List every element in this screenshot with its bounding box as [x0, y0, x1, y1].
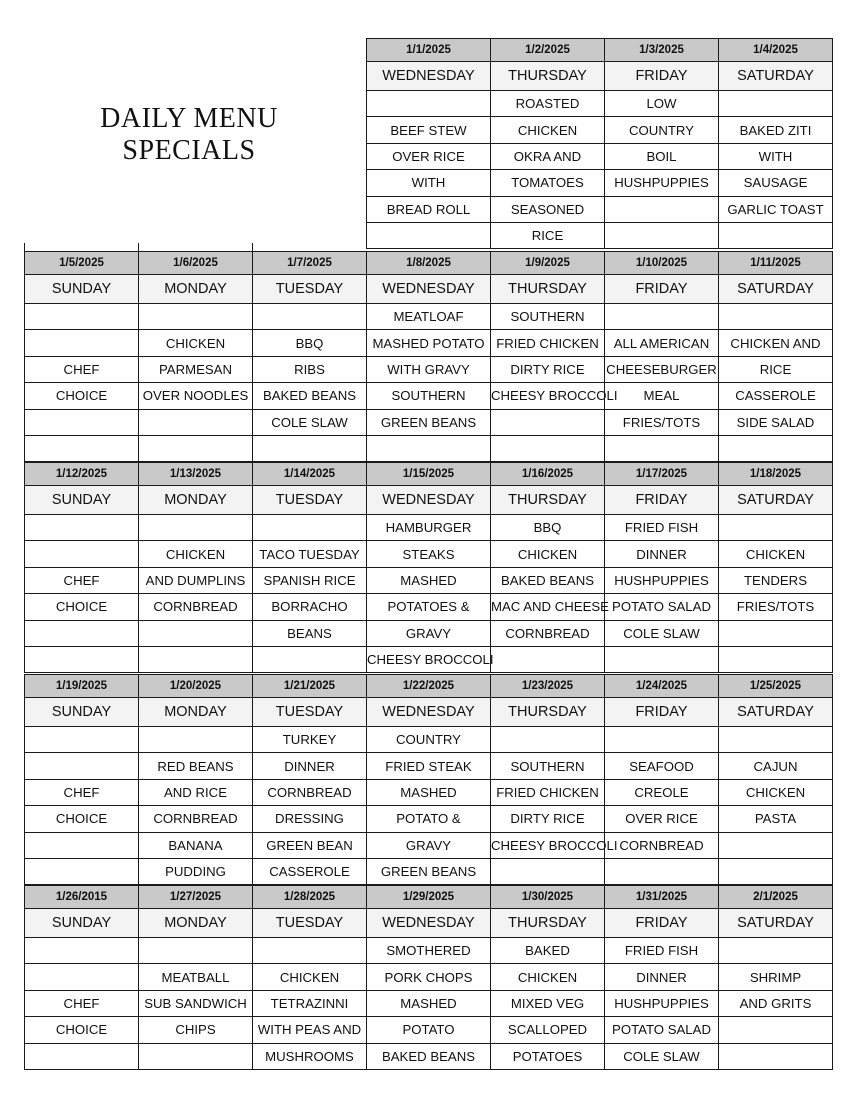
menu-item-cell — [253, 304, 367, 330]
menu-item-cell — [25, 938, 139, 964]
date-cell: 1/9/2025 — [491, 252, 605, 275]
date-cell: 1/29/2025 — [367, 886, 491, 909]
menu-item-cell: GRAVY — [367, 832, 491, 858]
menu-item-cell: TENDERS — [719, 567, 833, 593]
date-cell: 1/20/2025 — [139, 675, 253, 698]
weekday-cell: WEDNESDAY — [367, 62, 491, 91]
menu-row — [25, 409, 833, 435]
menu-item-cell: POTATO & — [367, 806, 491, 832]
week-1-table — [366, 38, 833, 249]
menu-item-cell: DINNER — [605, 541, 719, 567]
menu-row — [25, 938, 833, 964]
menu-item-cell — [25, 330, 139, 356]
menu-item-cell: CHICKEN — [719, 779, 833, 805]
menu-item-cell: RICE — [719, 356, 833, 382]
week-2-table — [24, 251, 833, 462]
menu-item-cell — [367, 91, 491, 117]
menu-item-cell: FRIED CHICKEN — [491, 330, 605, 356]
menu-row — [25, 1017, 833, 1043]
menu-item-cell — [719, 938, 833, 964]
menu-item-cell: SIDE SALAD — [719, 409, 833, 435]
weekday-cell: THURSDAY — [491, 62, 605, 91]
menu-item-cell: DIRTY RICE — [491, 806, 605, 832]
menu-item-cell: FRIES/TOTS — [719, 594, 833, 620]
menu-item-cell: SHRIMP — [719, 964, 833, 990]
column-divider — [138, 243, 139, 251]
menu-row — [25, 1043, 833, 1069]
menu-item-cell — [367, 435, 491, 461]
menu-item-cell: BAKED BEANS — [253, 383, 367, 409]
menu-item-cell: CREOLE — [605, 779, 719, 805]
menu-row — [25, 727, 833, 753]
weekday-cell: SUNDAY — [25, 698, 139, 727]
menu-item-cell: MASHED — [367, 779, 491, 805]
menu-row — [25, 806, 833, 832]
menu-item-cell — [139, 646, 253, 672]
menu-item-cell: HAMBURGER — [367, 515, 491, 541]
menu-item-cell — [719, 1043, 833, 1069]
menu-row — [367, 143, 833, 169]
date-cell: 1/30/2025 — [491, 886, 605, 909]
date-cell: 1/17/2025 — [605, 463, 719, 486]
date-cell: 1/26/2015 — [25, 886, 139, 909]
menu-item-cell: AND GRITS — [719, 990, 833, 1016]
date-cell: 1/8/2025 — [367, 252, 491, 275]
menu-item-cell: BEEF STEW — [367, 117, 491, 143]
menu-item-cell: TOMATOES — [491, 170, 605, 196]
weekday-cell: FRIDAY — [605, 62, 719, 91]
menu-item-cell — [25, 541, 139, 567]
weekday-cell: MONDAY — [139, 698, 253, 727]
date-row — [25, 252, 833, 275]
menu-item-cell — [139, 435, 253, 461]
menu-item-cell — [719, 646, 833, 672]
menu-item-cell: BOIL — [605, 143, 719, 169]
menu-item-cell — [25, 964, 139, 990]
menu-item-cell: COLE SLAW — [605, 620, 719, 646]
menu-item-cell — [719, 515, 833, 541]
weekday-cell: SATURDAY — [719, 275, 833, 304]
menu-row — [25, 594, 833, 620]
menu-item-cell — [605, 858, 719, 884]
title-line-1: DAILY MENU — [100, 103, 278, 134]
menu-item-cell: WITH — [367, 170, 491, 196]
menu-item-cell — [25, 646, 139, 672]
weekday-row — [25, 275, 833, 304]
menu-item-cell: MEATBALL — [139, 964, 253, 990]
date-cell: 1/25/2025 — [719, 675, 833, 698]
menu-item-cell: CHEF — [25, 779, 139, 805]
menu-item-cell: RED BEANS — [139, 753, 253, 779]
week-3-table — [24, 462, 833, 673]
menu-item-cell: PUDDING — [139, 858, 253, 884]
menu-item-cell: CHEESY BROCCOLI — [367, 646, 491, 672]
menu-item-cell: BBQ — [253, 330, 367, 356]
menu-item-cell: SOUTHERN — [367, 383, 491, 409]
weekday-row — [25, 698, 833, 727]
column-divider — [252, 243, 253, 251]
menu-item-cell — [253, 938, 367, 964]
date-cell: 1/11/2025 — [719, 252, 833, 275]
date-row — [25, 675, 833, 698]
menu-item-cell: CASSEROLE — [719, 383, 833, 409]
page-title — [58, 103, 320, 167]
menu-item-cell — [25, 435, 139, 461]
menu-item-cell — [25, 727, 139, 753]
weekday-cell: WEDNESDAY — [367, 486, 491, 515]
menu-item-cell — [719, 727, 833, 753]
menu-row — [367, 170, 833, 196]
menu-item-cell: CHEESY BROCCOLI — [491, 832, 605, 858]
menu-item-cell: BAKED ZITI — [719, 117, 833, 143]
weekday-cell: FRIDAY — [605, 275, 719, 304]
menu-item-cell: SCALLOPED — [491, 1017, 605, 1043]
menu-item-cell: COUNTRY — [605, 117, 719, 143]
date-cell: 1/15/2025 — [367, 463, 491, 486]
menu-item-cell: MAC AND CHEESE — [491, 594, 605, 620]
menu-item-cell — [25, 1043, 139, 1069]
menu-item-cell: BAKED BEANS — [367, 1043, 491, 1069]
menu-item-cell: BANANA — [139, 832, 253, 858]
menu-item-cell: CHIPS — [139, 1017, 253, 1043]
menu-item-cell — [139, 304, 253, 330]
menu-row — [25, 990, 833, 1016]
menu-item-cell: DIRTY RICE — [491, 356, 605, 382]
menu-item-cell: WITH PEAS AND — [253, 1017, 367, 1043]
date-cell: 1/6/2025 — [139, 252, 253, 275]
menu-item-cell: ROASTED — [491, 91, 605, 117]
menu-row — [25, 435, 833, 461]
menu-item-cell: GARLIC TOAST — [719, 196, 833, 222]
menu-item-cell: BREAD ROLL — [367, 196, 491, 222]
menu-item-cell: SMOTHERED — [367, 938, 491, 964]
menu-item-cell — [25, 832, 139, 858]
menu-item-cell — [605, 222, 719, 248]
menu-item-cell — [719, 435, 833, 461]
date-cell: 1/21/2025 — [253, 675, 367, 698]
menu-item-cell: FRIES/TOTS — [605, 409, 719, 435]
menu-item-cell: CHOICE — [25, 594, 139, 620]
menu-item-cell: POTATO — [367, 1017, 491, 1043]
menu-item-cell: CHEF — [25, 567, 139, 593]
menu-item-cell: TETRAZINNI — [253, 990, 367, 1016]
menu-row — [25, 304, 833, 330]
menu-item-cell: POTATO SALAD — [605, 1017, 719, 1043]
weekday-cell: FRIDAY — [605, 486, 719, 515]
menu-item-cell: OVER RICE — [605, 806, 719, 832]
date-cell: 1/28/2025 — [253, 886, 367, 909]
menu-row — [25, 515, 833, 541]
menu-item-cell — [719, 858, 833, 884]
date-cell: 1/23/2025 — [491, 675, 605, 698]
weekday-cell: THURSDAY — [491, 486, 605, 515]
menu-item-cell: BEANS — [253, 620, 367, 646]
menu-item-cell — [719, 1017, 833, 1043]
weekday-cell: THURSDAY — [491, 909, 605, 938]
menu-item-cell — [605, 196, 719, 222]
date-cell: 1/14/2025 — [253, 463, 367, 486]
menu-row — [367, 117, 833, 143]
menu-item-cell: PARMESAN — [139, 356, 253, 382]
weekday-cell: MONDAY — [139, 275, 253, 304]
weekday-cell: MONDAY — [139, 909, 253, 938]
menu-item-cell — [491, 409, 605, 435]
weekday-cell: TUESDAY — [253, 909, 367, 938]
date-cell: 1/13/2025 — [139, 463, 253, 486]
menu-item-cell: FRIED FISH — [605, 938, 719, 964]
menu-item-cell — [605, 646, 719, 672]
menu-item-cell — [367, 222, 491, 248]
date-row — [25, 463, 833, 486]
menu-row — [25, 330, 833, 356]
week-5-table — [24, 885, 833, 1070]
date-cell: 1/4/2025 — [719, 39, 833, 62]
weekday-cell: TUESDAY — [253, 698, 367, 727]
menu-item-cell: GREEN BEANS — [367, 858, 491, 884]
menu-item-cell: CHEESY BROCCOLI — [491, 383, 605, 409]
menu-item-cell — [139, 620, 253, 646]
menu-item-cell: CASSEROLE — [253, 858, 367, 884]
menu-item-cell: RICE — [491, 222, 605, 248]
date-row — [367, 39, 833, 62]
weekday-row — [25, 486, 833, 515]
menu-item-cell — [25, 858, 139, 884]
weekday-cell: SATURDAY — [719, 909, 833, 938]
menu-item-cell: TURKEY — [253, 727, 367, 753]
menu-item-cell — [491, 646, 605, 672]
menu-item-cell — [491, 435, 605, 461]
menu-row — [25, 753, 833, 779]
date-cell: 1/18/2025 — [719, 463, 833, 486]
menu-item-cell: MASHED — [367, 990, 491, 1016]
menu-item-cell — [719, 620, 833, 646]
menu-item-cell: CHOICE — [25, 1017, 139, 1043]
menu-item-cell: CHICKEN — [491, 117, 605, 143]
menu-item-cell: CHEF — [25, 356, 139, 382]
menu-item-cell — [719, 222, 833, 248]
weekday-cell: WEDNESDAY — [367, 275, 491, 304]
menu-item-cell — [253, 435, 367, 461]
menu-row — [25, 858, 833, 884]
weekday-cell: FRIDAY — [605, 909, 719, 938]
menu-item-cell: WITH — [719, 143, 833, 169]
menu-item-cell: BAKED — [491, 938, 605, 964]
menu-item-cell: CORNBREAD — [253, 779, 367, 805]
menu-row — [367, 222, 833, 248]
menu-item-cell: HUSHPUPPIES — [605, 567, 719, 593]
menu-row — [25, 964, 833, 990]
menu-item-cell: SEAFOOD — [605, 753, 719, 779]
date-cell: 1/1/2025 — [367, 39, 491, 62]
column-divider — [24, 243, 25, 251]
menu-item-cell: FRIED CHICKEN — [491, 779, 605, 805]
menu-item-cell: POTATOES & — [367, 594, 491, 620]
date-cell: 1/22/2025 — [367, 675, 491, 698]
weekday-cell: TUESDAY — [253, 486, 367, 515]
weekday-row — [25, 909, 833, 938]
weekday-cell: SUNDAY — [25, 486, 139, 515]
menu-row — [25, 541, 833, 567]
menu-item-cell: PORK CHOPS — [367, 964, 491, 990]
date-cell: 1/10/2025 — [605, 252, 719, 275]
date-cell: 1/16/2025 — [491, 463, 605, 486]
menu-item-cell — [253, 646, 367, 672]
menu-item-cell: LOW — [605, 91, 719, 117]
menu-item-cell: HUSHPUPPIES — [605, 990, 719, 1016]
menu-item-cell — [605, 435, 719, 461]
weekday-cell: THURSDAY — [491, 275, 605, 304]
date-cell: 1/27/2025 — [139, 886, 253, 909]
date-cell: 1/31/2025 — [605, 886, 719, 909]
menu-item-cell — [139, 938, 253, 964]
menu-item-cell: BAKED BEANS — [491, 567, 605, 593]
menu-item-cell: COLE SLAW — [253, 409, 367, 435]
menu-item-cell — [25, 409, 139, 435]
menu-item-cell: MEATLOAF — [367, 304, 491, 330]
weekday-cell: MONDAY — [139, 486, 253, 515]
date-cell: 1/12/2025 — [25, 463, 139, 486]
menu-row — [25, 567, 833, 593]
menu-item-cell: MIXED VEG — [491, 990, 605, 1016]
menu-row — [367, 91, 833, 117]
weekday-cell: THURSDAY — [491, 698, 605, 727]
menu-item-cell: MEAL — [605, 383, 719, 409]
menu-item-cell: POTATO SALAD — [605, 594, 719, 620]
menu-item-cell — [253, 515, 367, 541]
menu-row — [25, 779, 833, 805]
weekday-cell: SATURDAY — [719, 698, 833, 727]
menu-item-cell — [139, 1043, 253, 1069]
date-cell: 1/24/2025 — [605, 675, 719, 698]
menu-item-cell: OVER RICE — [367, 143, 491, 169]
menu-item-cell: HUSHPUPPIES — [605, 170, 719, 196]
menu-item-cell: SOUTHERN — [491, 753, 605, 779]
menu-item-cell — [491, 858, 605, 884]
menu-item-cell: SUB SANDWICH — [139, 990, 253, 1016]
menu-item-cell: SOUTHERN — [491, 304, 605, 330]
menu-item-cell — [605, 727, 719, 753]
menu-item-cell: CHICKEN — [491, 541, 605, 567]
menu-item-cell: GREEN BEAN — [253, 832, 367, 858]
menu-item-cell — [139, 515, 253, 541]
menu-item-cell: AND RICE — [139, 779, 253, 805]
weekday-cell: WEDNESDAY — [367, 698, 491, 727]
weekday-cell: TUESDAY — [253, 275, 367, 304]
menu-item-cell: OKRA AND — [491, 143, 605, 169]
menu-row — [367, 196, 833, 222]
menu-item-cell — [719, 304, 833, 330]
menu-item-cell: CORNBREAD — [605, 832, 719, 858]
menu-item-cell — [25, 620, 139, 646]
menu-item-cell — [25, 304, 139, 330]
menu-item-cell: OVER NOODLES — [139, 383, 253, 409]
menu-item-cell: PASTA — [719, 806, 833, 832]
menu-row — [25, 832, 833, 858]
date-cell: 1/19/2025 — [25, 675, 139, 698]
menu-item-cell: CHICKEN — [719, 541, 833, 567]
menu-item-cell: CHICKEN — [139, 330, 253, 356]
menu-item-cell: SAUSAGE — [719, 170, 833, 196]
menu-item-cell: BBQ — [491, 515, 605, 541]
menu-item-cell — [719, 832, 833, 858]
menu-item-cell — [25, 515, 139, 541]
menu-item-cell: MASHED POTATO — [367, 330, 491, 356]
weekday-cell: WEDNESDAY — [367, 909, 491, 938]
menu-item-cell: CHICKEN — [253, 964, 367, 990]
menu-row — [25, 383, 833, 409]
menu-item-cell: CHOICE — [25, 383, 139, 409]
menu-item-cell: POTATOES — [491, 1043, 605, 1069]
menu-item-cell — [719, 91, 833, 117]
menu-item-cell: BORRACHO — [253, 594, 367, 620]
weekday-cell: FRIDAY — [605, 698, 719, 727]
date-cell: 1/5/2025 — [25, 252, 139, 275]
menu-item-cell: MUSHROOMS — [253, 1043, 367, 1069]
menu-item-cell: SEASONED — [491, 196, 605, 222]
menu-item-cell: CHEESEBURGER — [605, 356, 719, 382]
menu-item-cell — [605, 304, 719, 330]
menu-item-cell — [139, 727, 253, 753]
menu-item-cell: CHICKEN AND — [719, 330, 833, 356]
date-row — [25, 886, 833, 909]
menu-item-cell: DRESSING — [253, 806, 367, 832]
menu-item-cell: CORNBREAD — [139, 594, 253, 620]
menu-item-cell: GRAVY — [367, 620, 491, 646]
weekday-row — [367, 62, 833, 91]
menu-item-cell: CAJUN — [719, 753, 833, 779]
menu-item-cell: COLE SLAW — [605, 1043, 719, 1069]
menu-item-cell: TACO TUESDAY — [253, 541, 367, 567]
menu-item-cell: CHOICE — [25, 806, 139, 832]
weekday-cell: SUNDAY — [25, 909, 139, 938]
menu-item-cell: DINNER — [253, 753, 367, 779]
menu-item-cell: AND DUMPLINS — [139, 567, 253, 593]
menu-item-cell: WITH GRAVY — [367, 356, 491, 382]
menu-row — [25, 356, 833, 382]
menu-item-cell — [491, 727, 605, 753]
week-4-table — [24, 674, 833, 885]
menu-item-cell: CHICKEN — [491, 964, 605, 990]
title-line-2: SPECIALS — [122, 135, 256, 166]
menu-item-cell: CHEF — [25, 990, 139, 1016]
menu-row — [25, 620, 833, 646]
date-cell: 1/3/2025 — [605, 39, 719, 62]
menu-item-cell: CORNBREAD — [491, 620, 605, 646]
date-cell: 2/1/2025 — [719, 886, 833, 909]
menu-item-cell: FRIED FISH — [605, 515, 719, 541]
date-cell: 1/2/2025 — [491, 39, 605, 62]
menu-item-cell: FRIED STEAK — [367, 753, 491, 779]
menu-item-cell: GREEN BEANS — [367, 409, 491, 435]
menu-item-cell — [139, 409, 253, 435]
weekday-cell: SUNDAY — [25, 275, 139, 304]
menu-item-cell: CHICKEN — [139, 541, 253, 567]
weekday-cell: SATURDAY — [719, 62, 833, 91]
menu-item-cell: STEAKS — [367, 541, 491, 567]
menu-item-cell — [25, 753, 139, 779]
menu-item-cell: COUNTRY — [367, 727, 491, 753]
menu-row — [25, 646, 833, 672]
weekday-cell: SATURDAY — [719, 486, 833, 515]
menu-item-cell: SPANISH RICE — [253, 567, 367, 593]
date-cell: 1/7/2025 — [253, 252, 367, 275]
menu-item-cell: DINNER — [605, 964, 719, 990]
menu-item-cell: ALL AMERICAN — [605, 330, 719, 356]
menu-item-cell: RIBS — [253, 356, 367, 382]
menu-item-cell: CORNBREAD — [139, 806, 253, 832]
menu-item-cell: MASHED — [367, 567, 491, 593]
